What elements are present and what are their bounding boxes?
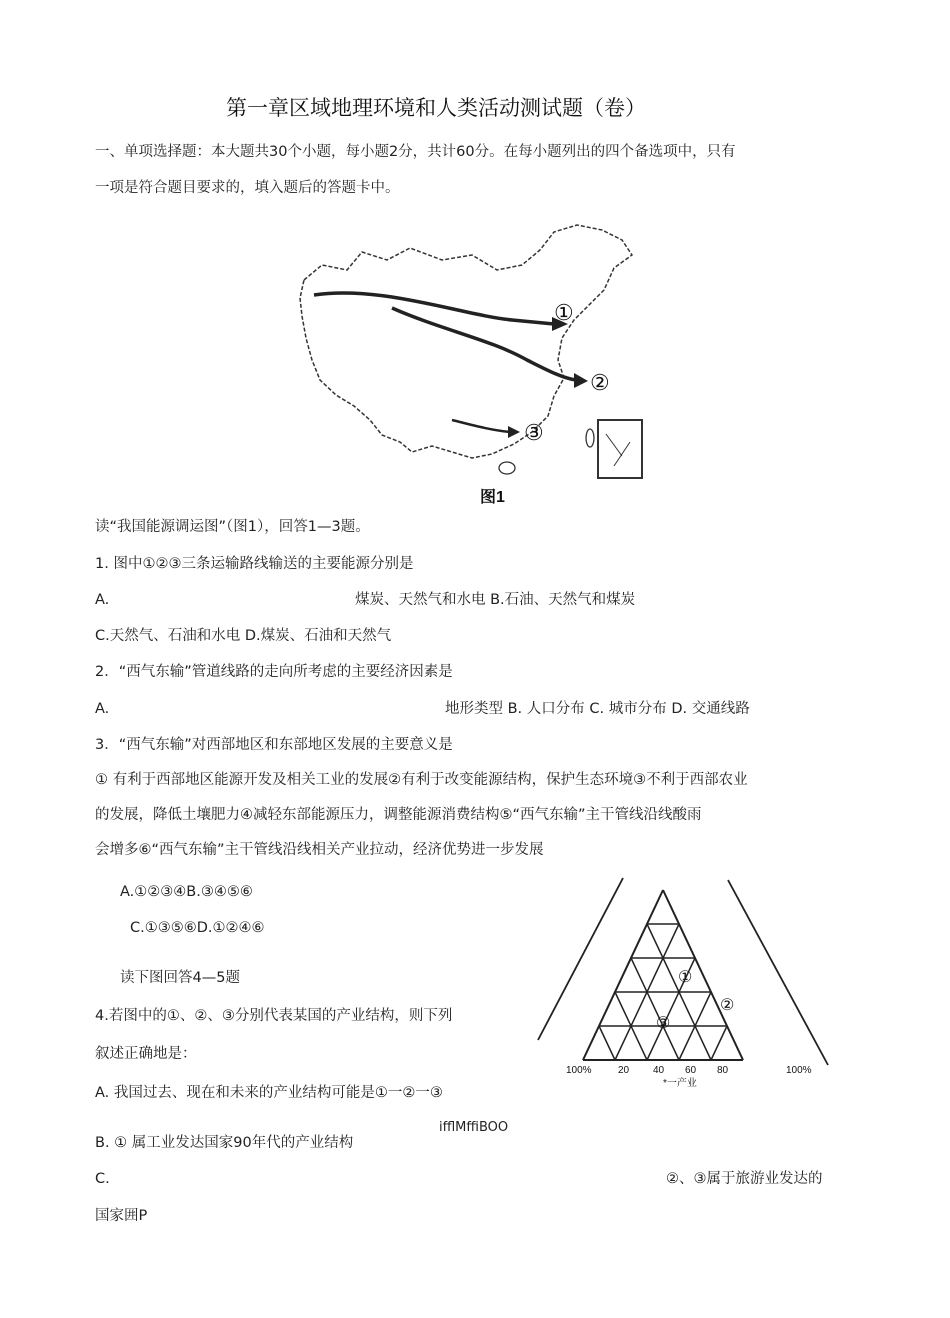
q3-statements-line3: 会增多⑥“西气东输”主干管线沿线相关产业拉动，经济优势进一步发展	[95, 842, 544, 858]
triangle-ocr-caption: ifflMffiBOO	[439, 1120, 509, 1135]
q4-stem-line2: 叙述正确地是：	[95, 1046, 197, 1062]
bottom-tick-100: 100%	[786, 1065, 812, 1076]
q1-option-a-label: A.	[95, 592, 110, 608]
triangle-label-1: ①	[678, 969, 693, 986]
q3-statements-line1: ① 有利于西部地区能源开发及相关工业的发展②有利于改变能源结构，保护生态环境③不利于西部农业	[95, 772, 748, 788]
q3-stem: 3．“西气东输”对西部地区和东部地区发展的主要意义是	[95, 737, 453, 753]
route-3-arrow	[508, 426, 520, 438]
intro-q1-3: 读“我国能源调运图”（图1），回答1—3题。	[95, 519, 370, 535]
q1-options-ab: 煤炭、天然气和水电 B.石油、天然气和煤炭	[355, 592, 636, 608]
taiwan-island	[586, 429, 594, 447]
q4-option-c: ②、③属于旅游业发达的	[666, 1171, 823, 1187]
q4-option-c-label: C.	[95, 1171, 110, 1187]
industry-triangle-chart	[528, 870, 858, 1092]
intro-q4-5: 读下图回答4—5题	[120, 970, 240, 986]
bottom-tick-80: 80	[717, 1065, 729, 1076]
q4-option-c-cont: 国家囲P	[95, 1208, 148, 1224]
bottom-tick-40: 40	[653, 1065, 665, 1076]
triangle-label-2: ②	[720, 997, 735, 1014]
q2-options: 地形类型 B. 人口分布 C. 城市分布 D. 交通线路	[445, 701, 750, 717]
hainan-island	[499, 462, 515, 474]
triangle-bottom-caption: *一产业	[663, 1078, 697, 1089]
route-2-line	[392, 308, 576, 380]
map-caption: 图1	[480, 489, 505, 506]
q4-stem-line1: 4.若图中的①、②、③分别代表某国的产业结构，则下列	[95, 1008, 453, 1024]
route-3-line	[452, 420, 510, 432]
q3-options-cd: C.①③⑤⑥D.①②④⑥	[130, 920, 265, 936]
bottom-tick-20: 20	[618, 1065, 630, 1076]
south-sea-inset	[598, 420, 642, 478]
q2-option-a-label: A.	[95, 701, 110, 717]
route-1-line	[314, 293, 554, 324]
q3-statements-line2: 的发展，降低土壤肥力④减轻东部能源压力，调整能源消费结构⑤“西气东输”主干管线沿线酸雨	[95, 807, 702, 823]
q4-option-b: B. ① 属工业发达国家90年代的产业结构	[95, 1135, 354, 1151]
q1-stem: 1. 图中①②③三条运输路线输送的主要能源分别是	[95, 556, 414, 572]
section-intro-line2: 一项是符合题目要求的，填入题后的答题卡中。	[95, 180, 400, 196]
q1-options-cd: C.天然气、石油和水电 D.煤炭、石油和天然气	[95, 628, 392, 644]
bottom-tick-0: 100%	[566, 1065, 592, 1076]
map-label-3: ③	[524, 420, 544, 445]
section-intro-line1: 一、单项选择题：本大题共30个小题，每小题2分，共计60分。在每小题列出的四个备选项中，只有	[95, 144, 736, 160]
map-label-2: ②	[590, 370, 610, 395]
route-2-arrow	[574, 373, 588, 388]
q4-option-a: A. 我国过去、现在和未来的产业结构可能是①一②一③	[95, 1085, 443, 1101]
page-title: 第一章区域地理环境和人类活动测试题（卷）	[226, 96, 646, 120]
q2-stem: 2．“西气东输”管道线路的走向所考虑的主要经济因素是	[95, 664, 453, 680]
bottom-tick-60: 60	[685, 1065, 697, 1076]
triangle-label-3: ③	[656, 1015, 671, 1032]
map-label-1: ①	[554, 300, 574, 325]
energy-transport-map	[292, 220, 652, 510]
q3-options-ab: A.①②③④B.③④⑤⑥	[120, 884, 253, 900]
